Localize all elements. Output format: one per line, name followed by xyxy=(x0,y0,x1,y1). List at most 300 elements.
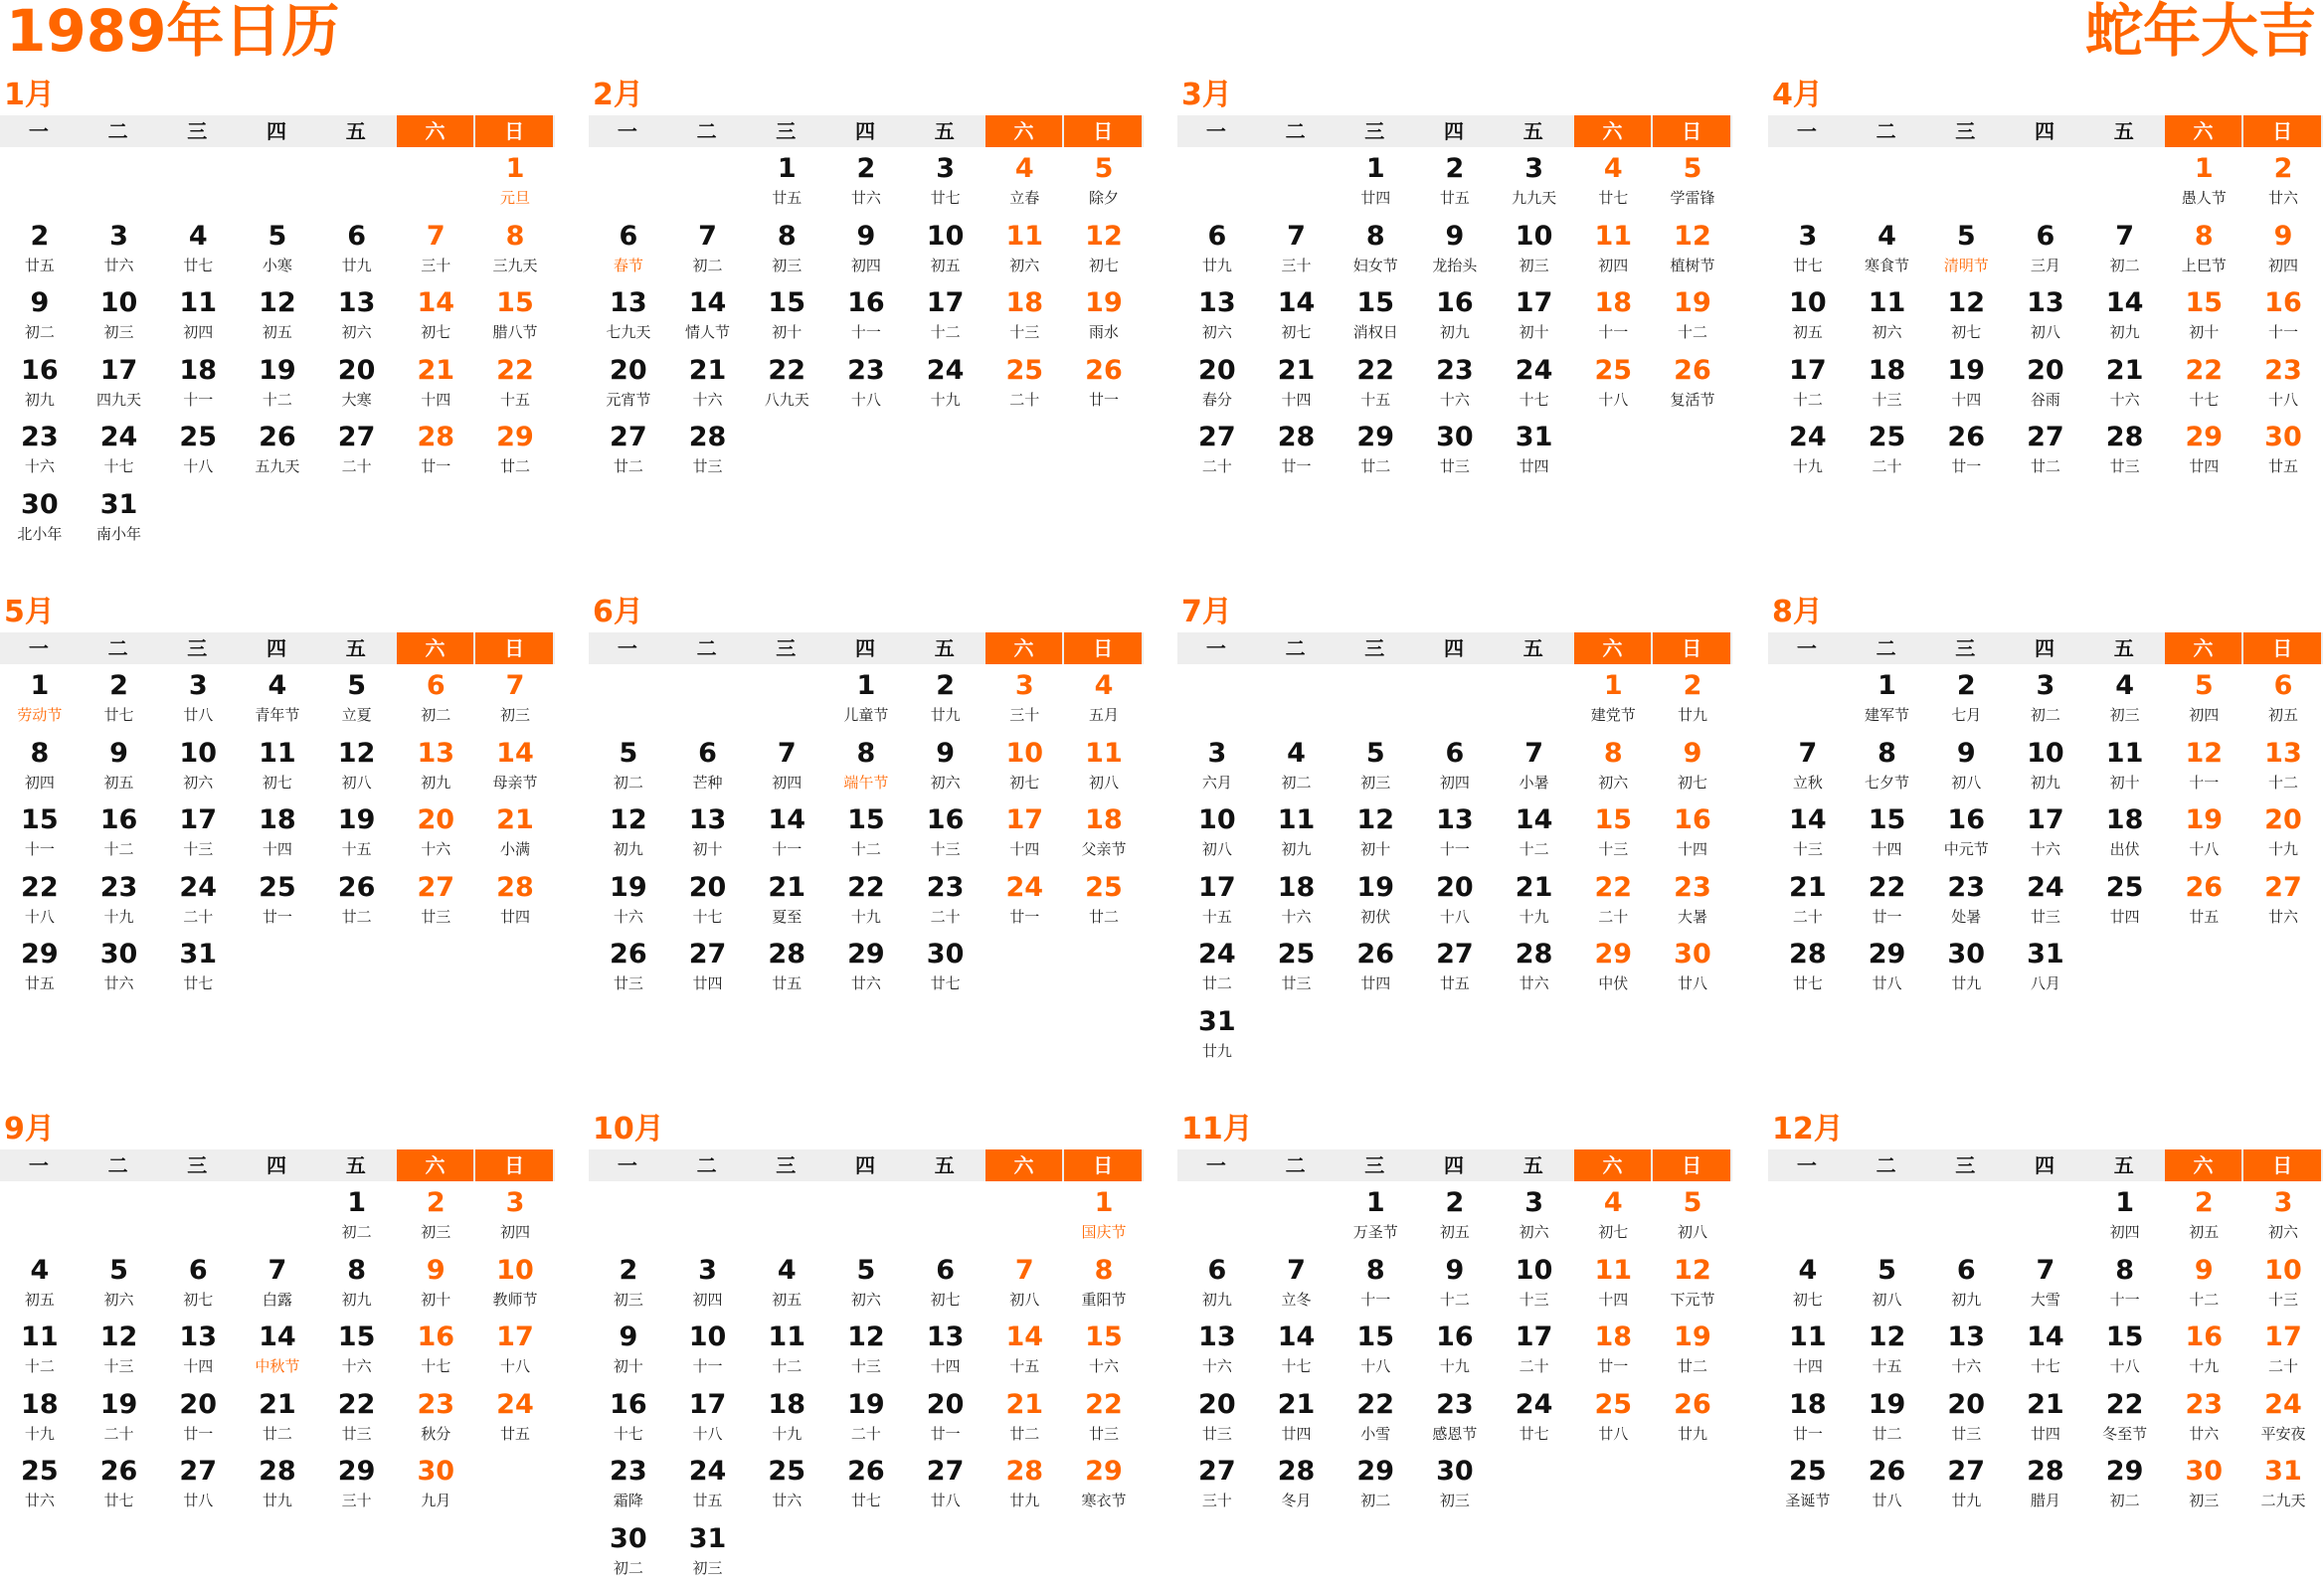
day-cell[interactable] xyxy=(2243,351,2323,419)
day-cell[interactable] xyxy=(826,217,906,284)
day-cell[interactable] xyxy=(396,217,475,284)
day-cell[interactable] xyxy=(158,734,238,801)
day-cell[interactable] xyxy=(80,1452,159,1519)
day-cell[interactable] xyxy=(80,283,159,351)
day-cell[interactable] xyxy=(1926,800,2006,868)
day-cell[interactable] xyxy=(984,1251,1064,1319)
day-cell[interactable] xyxy=(1177,418,1257,485)
day-cell[interactable] xyxy=(1415,800,1495,868)
day-cell[interactable] xyxy=(238,666,317,734)
day-cell[interactable] xyxy=(1415,868,1495,936)
day-cell[interactable] xyxy=(2006,666,2085,734)
day-cell[interactable] xyxy=(1573,351,1653,419)
day-cell[interactable] xyxy=(2164,734,2243,801)
day-cell[interactable] xyxy=(1336,1183,1415,1251)
day-cell[interactable] xyxy=(475,800,555,868)
day-cell[interactable] xyxy=(80,1385,159,1453)
day-cell[interactable] xyxy=(747,1452,826,1519)
day-cell[interactable] xyxy=(0,418,80,485)
day-cell[interactable] xyxy=(2243,149,2323,217)
day-cell[interactable] xyxy=(2243,1251,2323,1319)
day-cell[interactable] xyxy=(906,1251,985,1319)
day-cell[interactable] xyxy=(2243,1318,2323,1385)
day-cell[interactable] xyxy=(1926,217,2006,284)
day-cell[interactable] xyxy=(2243,1452,2323,1519)
day-cell[interactable] xyxy=(80,1318,159,1385)
day-cell[interactable] xyxy=(2164,351,2243,419)
day-cell[interactable] xyxy=(1177,217,1257,284)
day-cell[interactable] xyxy=(589,1385,668,1453)
day-cell[interactable] xyxy=(984,351,1064,419)
day-cell[interactable] xyxy=(1064,1183,1144,1251)
day-cell[interactable] xyxy=(2085,1251,2165,1319)
day-cell[interactable] xyxy=(0,666,80,734)
day-cell[interactable] xyxy=(2164,666,2243,734)
day-cell[interactable] xyxy=(1768,800,1848,868)
day-cell[interactable] xyxy=(1415,418,1495,485)
day-cell[interactable] xyxy=(906,868,985,936)
day-cell[interactable] xyxy=(1415,935,1495,1002)
day-cell[interactable] xyxy=(1257,351,1337,419)
day-cell[interactable] xyxy=(1848,666,1927,734)
day-cell[interactable] xyxy=(906,283,985,351)
day-cell[interactable] xyxy=(317,868,397,936)
day-cell[interactable] xyxy=(1653,935,1732,1002)
day-cell[interactable] xyxy=(1848,1318,1927,1385)
day-cell[interactable] xyxy=(2006,800,2085,868)
day-cell[interactable] xyxy=(317,283,397,351)
day-cell[interactable] xyxy=(1768,217,1848,284)
day-cell[interactable] xyxy=(1415,1385,1495,1453)
day-cell[interactable] xyxy=(1653,734,1732,801)
day-cell[interactable] xyxy=(1848,418,1927,485)
day-cell[interactable] xyxy=(826,283,906,351)
day-cell[interactable] xyxy=(80,217,159,284)
day-cell[interactable] xyxy=(1573,217,1653,284)
day-cell[interactable] xyxy=(2164,217,2243,284)
day-cell[interactable] xyxy=(317,734,397,801)
day-cell[interactable] xyxy=(1257,217,1337,284)
day-cell[interactable] xyxy=(475,1318,555,1385)
day-cell[interactable] xyxy=(238,418,317,485)
day-cell[interactable] xyxy=(475,1251,555,1319)
day-cell[interactable] xyxy=(1848,351,1927,419)
day-cell[interactable] xyxy=(80,666,159,734)
day-cell[interactable] xyxy=(906,1318,985,1385)
day-cell[interactable] xyxy=(589,351,668,419)
day-cell[interactable] xyxy=(589,1251,668,1319)
day-cell[interactable] xyxy=(1926,351,2006,419)
day-cell[interactable] xyxy=(1653,283,1732,351)
day-cell[interactable] xyxy=(668,1519,748,1586)
day-cell[interactable] xyxy=(396,1452,475,1519)
day-cell[interactable] xyxy=(1415,1452,1495,1519)
day-cell[interactable] xyxy=(475,283,555,351)
day-cell[interactable] xyxy=(668,283,748,351)
day-cell[interactable] xyxy=(1336,351,1415,419)
day-cell[interactable] xyxy=(80,800,159,868)
day-cell[interactable] xyxy=(1573,1183,1653,1251)
day-cell[interactable] xyxy=(2006,418,2085,485)
day-cell[interactable] xyxy=(2085,800,2165,868)
day-cell[interactable] xyxy=(826,149,906,217)
day-cell[interactable] xyxy=(1064,1452,1144,1519)
day-cell[interactable] xyxy=(475,1385,555,1453)
day-cell[interactable] xyxy=(1257,1452,1337,1519)
day-cell[interactable] xyxy=(1573,935,1653,1002)
day-cell[interactable] xyxy=(826,734,906,801)
day-cell[interactable] xyxy=(1573,666,1653,734)
day-cell[interactable] xyxy=(1415,283,1495,351)
day-cell[interactable] xyxy=(1177,935,1257,1002)
day-cell[interactable] xyxy=(1064,283,1144,351)
day-cell[interactable] xyxy=(1653,666,1732,734)
day-cell[interactable] xyxy=(1848,283,1927,351)
day-cell[interactable] xyxy=(1495,418,1574,485)
day-cell[interactable] xyxy=(589,1318,668,1385)
day-cell[interactable] xyxy=(475,1183,555,1251)
day-cell[interactable] xyxy=(2164,283,2243,351)
day-cell[interactable] xyxy=(475,149,555,217)
day-cell[interactable] xyxy=(1495,1183,1574,1251)
day-cell[interactable] xyxy=(317,418,397,485)
day-cell[interactable] xyxy=(984,217,1064,284)
day-cell[interactable] xyxy=(1573,868,1653,936)
day-cell[interactable] xyxy=(1177,800,1257,868)
day-cell[interactable] xyxy=(1177,734,1257,801)
day-cell[interactable] xyxy=(589,935,668,1002)
day-cell[interactable] xyxy=(2085,734,2165,801)
day-cell[interactable] xyxy=(589,418,668,485)
day-cell[interactable] xyxy=(1257,1318,1337,1385)
day-cell[interactable] xyxy=(1926,734,2006,801)
day-cell[interactable] xyxy=(1495,1251,1574,1319)
day-cell[interactable] xyxy=(0,217,80,284)
day-cell[interactable] xyxy=(1653,1183,1732,1251)
day-cell[interactable] xyxy=(2006,1318,2085,1385)
day-cell[interactable] xyxy=(1257,283,1337,351)
day-cell[interactable] xyxy=(747,283,826,351)
day-cell[interactable] xyxy=(826,1452,906,1519)
day-cell[interactable] xyxy=(0,485,80,553)
day-cell[interactable] xyxy=(826,351,906,419)
day-cell[interactable] xyxy=(2243,1385,2323,1453)
day-cell[interactable] xyxy=(984,1385,1064,1453)
day-cell[interactable] xyxy=(2006,734,2085,801)
day-cell[interactable] xyxy=(1336,1452,1415,1519)
day-cell[interactable] xyxy=(158,1251,238,1319)
day-cell[interactable] xyxy=(396,1318,475,1385)
day-cell[interactable] xyxy=(2164,1183,2243,1251)
day-cell[interactable] xyxy=(396,351,475,419)
day-cell[interactable] xyxy=(2164,1385,2243,1453)
day-cell[interactable] xyxy=(1177,868,1257,936)
day-cell[interactable] xyxy=(2006,868,2085,936)
day-cell[interactable] xyxy=(1177,1318,1257,1385)
day-cell[interactable] xyxy=(80,351,159,419)
day-cell[interactable] xyxy=(1848,217,1927,284)
day-cell[interactable] xyxy=(317,1385,397,1453)
day-cell[interactable] xyxy=(2085,217,2165,284)
day-cell[interactable] xyxy=(1177,1452,1257,1519)
day-cell[interactable] xyxy=(396,418,475,485)
day-cell[interactable] xyxy=(1848,734,1927,801)
day-cell[interactable] xyxy=(2243,283,2323,351)
day-cell[interactable] xyxy=(1653,800,1732,868)
day-cell[interactable] xyxy=(1064,1318,1144,1385)
day-cell[interactable] xyxy=(2085,418,2165,485)
day-cell[interactable] xyxy=(317,800,397,868)
day-cell[interactable] xyxy=(984,149,1064,217)
day-cell[interactable] xyxy=(396,1251,475,1319)
day-cell[interactable] xyxy=(80,868,159,936)
day-cell[interactable] xyxy=(668,418,748,485)
day-cell[interactable] xyxy=(238,734,317,801)
day-cell[interactable] xyxy=(2164,1318,2243,1385)
day-cell[interactable] xyxy=(1064,149,1144,217)
day-cell[interactable] xyxy=(1768,868,1848,936)
day-cell[interactable] xyxy=(2085,1318,2165,1385)
day-cell[interactable] xyxy=(1415,149,1495,217)
day-cell[interactable] xyxy=(0,1452,80,1519)
day-cell[interactable] xyxy=(1926,1452,2006,1519)
day-cell[interactable] xyxy=(1415,1318,1495,1385)
day-cell[interactable] xyxy=(1177,1385,1257,1453)
day-cell[interactable] xyxy=(158,1385,238,1453)
day-cell[interactable] xyxy=(1177,351,1257,419)
day-cell[interactable] xyxy=(396,1385,475,1453)
day-cell[interactable] xyxy=(1495,351,1574,419)
day-cell[interactable] xyxy=(475,666,555,734)
day-cell[interactable] xyxy=(1064,666,1144,734)
day-cell[interactable] xyxy=(1573,734,1653,801)
day-cell[interactable] xyxy=(747,1251,826,1319)
day-cell[interactable] xyxy=(158,1452,238,1519)
day-cell[interactable] xyxy=(589,1519,668,1586)
day-cell[interactable] xyxy=(238,217,317,284)
day-cell[interactable] xyxy=(1336,217,1415,284)
day-cell[interactable] xyxy=(0,351,80,419)
day-cell[interactable] xyxy=(317,351,397,419)
day-cell[interactable] xyxy=(1848,868,1927,936)
day-cell[interactable] xyxy=(1336,800,1415,868)
day-cell[interactable] xyxy=(2006,935,2085,1002)
day-cell[interactable] xyxy=(0,935,80,1002)
day-cell[interactable] xyxy=(1495,1385,1574,1453)
day-cell[interactable] xyxy=(1926,283,2006,351)
day-cell[interactable] xyxy=(2006,1251,2085,1319)
day-cell[interactable] xyxy=(2243,418,2323,485)
day-cell[interactable] xyxy=(158,351,238,419)
day-cell[interactable] xyxy=(1768,734,1848,801)
day-cell[interactable] xyxy=(396,734,475,801)
day-cell[interactable] xyxy=(1768,1452,1848,1519)
day-cell[interactable] xyxy=(1415,1183,1495,1251)
day-cell[interactable] xyxy=(1257,868,1337,936)
day-cell[interactable] xyxy=(2085,283,2165,351)
day-cell[interactable] xyxy=(238,800,317,868)
day-cell[interactable] xyxy=(1768,935,1848,1002)
day-cell[interactable] xyxy=(1848,1251,1927,1319)
day-cell[interactable] xyxy=(906,666,985,734)
day-cell[interactable] xyxy=(1064,734,1144,801)
day-cell[interactable] xyxy=(668,868,748,936)
day-cell[interactable] xyxy=(1257,1251,1337,1319)
day-cell[interactable] xyxy=(906,734,985,801)
day-cell[interactable] xyxy=(238,1385,317,1453)
day-cell[interactable] xyxy=(396,800,475,868)
day-cell[interactable] xyxy=(1415,1251,1495,1319)
day-cell[interactable] xyxy=(1573,1251,1653,1319)
day-cell[interactable] xyxy=(589,283,668,351)
day-cell[interactable] xyxy=(1495,1318,1574,1385)
day-cell[interactable] xyxy=(2243,800,2323,868)
day-cell[interactable] xyxy=(747,800,826,868)
day-cell[interactable] xyxy=(2085,1385,2165,1453)
day-cell[interactable] xyxy=(80,935,159,1002)
day-cell[interactable] xyxy=(238,1318,317,1385)
day-cell[interactable] xyxy=(317,1183,397,1251)
day-cell[interactable] xyxy=(2006,283,2085,351)
day-cell[interactable] xyxy=(317,217,397,284)
day-cell[interactable] xyxy=(826,666,906,734)
day-cell[interactable] xyxy=(1415,734,1495,801)
day-cell[interactable] xyxy=(396,666,475,734)
day-cell[interactable] xyxy=(158,666,238,734)
day-cell[interactable] xyxy=(826,1318,906,1385)
day-cell[interactable] xyxy=(475,217,555,284)
day-cell[interactable] xyxy=(158,935,238,1002)
day-cell[interactable] xyxy=(1653,1385,1732,1453)
day-cell[interactable] xyxy=(1336,283,1415,351)
day-cell[interactable] xyxy=(2006,351,2085,419)
day-cell[interactable] xyxy=(747,935,826,1002)
day-cell[interactable] xyxy=(1926,418,2006,485)
day-cell[interactable] xyxy=(1848,1452,1927,1519)
day-cell[interactable] xyxy=(1653,868,1732,936)
day-cell[interactable] xyxy=(668,1452,748,1519)
day-cell[interactable] xyxy=(826,868,906,936)
day-cell[interactable] xyxy=(475,418,555,485)
day-cell[interactable] xyxy=(1336,418,1415,485)
day-cell[interactable] xyxy=(747,1318,826,1385)
day-cell[interactable] xyxy=(80,734,159,801)
day-cell[interactable] xyxy=(1768,283,1848,351)
day-cell[interactable] xyxy=(1257,800,1337,868)
day-cell[interactable] xyxy=(1064,351,1144,419)
day-cell[interactable] xyxy=(668,1318,748,1385)
day-cell[interactable] xyxy=(238,283,317,351)
day-cell[interactable] xyxy=(1926,1251,2006,1319)
day-cell[interactable] xyxy=(1064,1251,1144,1319)
day-cell[interactable] xyxy=(238,1251,317,1319)
day-cell[interactable] xyxy=(1926,1385,2006,1453)
day-cell[interactable] xyxy=(1573,283,1653,351)
day-cell[interactable] xyxy=(0,1318,80,1385)
day-cell[interactable] xyxy=(1336,1385,1415,1453)
day-cell[interactable] xyxy=(80,418,159,485)
day-cell[interactable] xyxy=(0,1251,80,1319)
day-cell[interactable] xyxy=(2243,734,2323,801)
day-cell[interactable] xyxy=(0,868,80,936)
day-cell[interactable] xyxy=(589,800,668,868)
day-cell[interactable] xyxy=(2085,1183,2165,1251)
day-cell[interactable] xyxy=(747,149,826,217)
day-cell[interactable] xyxy=(317,1452,397,1519)
day-cell[interactable] xyxy=(1848,800,1927,868)
day-cell[interactable] xyxy=(984,800,1064,868)
day-cell[interactable] xyxy=(1495,800,1574,868)
day-cell[interactable] xyxy=(80,1251,159,1319)
day-cell[interactable] xyxy=(1177,283,1257,351)
day-cell[interactable] xyxy=(2164,800,2243,868)
day-cell[interactable] xyxy=(396,868,475,936)
day-cell[interactable] xyxy=(668,351,748,419)
day-cell[interactable] xyxy=(2164,1251,2243,1319)
day-cell[interactable] xyxy=(668,1385,748,1453)
day-cell[interactable] xyxy=(475,734,555,801)
day-cell[interactable] xyxy=(1257,935,1337,1002)
day-cell[interactable] xyxy=(2085,666,2165,734)
day-cell[interactable] xyxy=(317,666,397,734)
day-cell[interactable] xyxy=(1653,1251,1732,1319)
day-cell[interactable] xyxy=(668,734,748,801)
day-cell[interactable] xyxy=(747,351,826,419)
day-cell[interactable] xyxy=(906,800,985,868)
day-cell[interactable] xyxy=(747,217,826,284)
day-cell[interactable] xyxy=(984,868,1064,936)
day-cell[interactable] xyxy=(1573,1385,1653,1453)
day-cell[interactable] xyxy=(668,1251,748,1319)
day-cell[interactable] xyxy=(1415,351,1495,419)
day-cell[interactable] xyxy=(826,1385,906,1453)
day-cell[interactable] xyxy=(158,800,238,868)
day-cell[interactable] xyxy=(1768,1385,1848,1453)
day-cell[interactable] xyxy=(158,217,238,284)
day-cell[interactable] xyxy=(747,734,826,801)
day-cell[interactable] xyxy=(1926,868,2006,936)
day-cell[interactable] xyxy=(1257,418,1337,485)
day-cell[interactable] xyxy=(1415,217,1495,284)
day-cell[interactable] xyxy=(906,935,985,1002)
day-cell[interactable] xyxy=(2243,666,2323,734)
day-cell[interactable] xyxy=(906,217,985,284)
day-cell[interactable] xyxy=(1495,868,1574,936)
day-cell[interactable] xyxy=(1653,217,1732,284)
day-cell[interactable] xyxy=(668,935,748,1002)
day-cell[interactable] xyxy=(2164,868,2243,936)
day-cell[interactable] xyxy=(2164,149,2243,217)
day-cell[interactable] xyxy=(906,149,985,217)
day-cell[interactable] xyxy=(1573,800,1653,868)
day-cell[interactable] xyxy=(317,1251,397,1319)
day-cell[interactable] xyxy=(1336,868,1415,936)
day-cell[interactable] xyxy=(984,734,1064,801)
day-cell[interactable] xyxy=(1064,868,1144,936)
day-cell[interactable] xyxy=(1848,935,1927,1002)
day-cell[interactable] xyxy=(238,868,317,936)
day-cell[interactable] xyxy=(1495,283,1574,351)
day-cell[interactable] xyxy=(1653,149,1732,217)
day-cell[interactable] xyxy=(1768,351,1848,419)
day-cell[interactable] xyxy=(1064,800,1144,868)
day-cell[interactable] xyxy=(1495,149,1574,217)
day-cell[interactable] xyxy=(589,734,668,801)
day-cell[interactable] xyxy=(2006,1452,2085,1519)
day-cell[interactable] xyxy=(2164,1452,2243,1519)
day-cell[interactable] xyxy=(984,1452,1064,1519)
day-cell[interactable] xyxy=(1336,734,1415,801)
